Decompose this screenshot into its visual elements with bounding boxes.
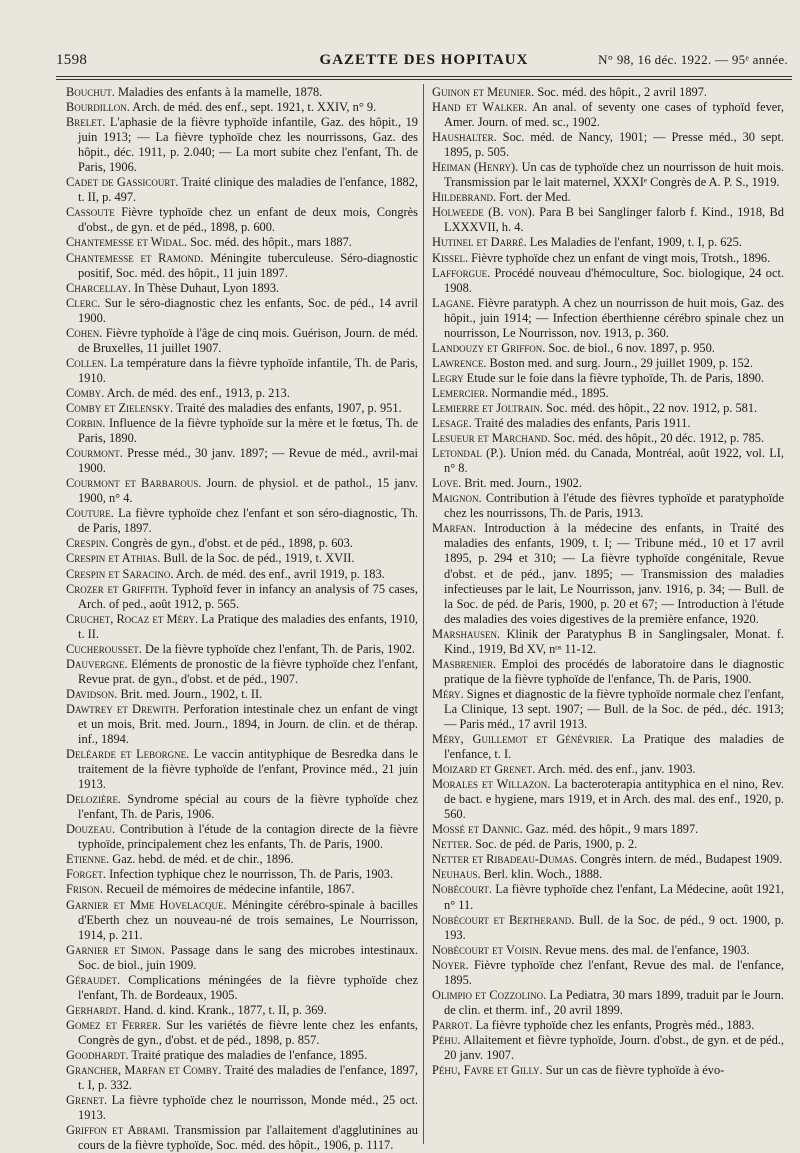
reference-text: Sur le séro-diagnostic chez les enfants, Soc. de péd., 14 avril 1900. — [78, 295, 418, 325]
reference-entry — [432, 341, 784, 356]
reference-author: Péhu, Favre et Gilly. — [432, 1063, 543, 1078]
reference-text: Méningite tuberculeuse. Séro-diagnostic positif, Soc. méd. des hôpit., 11 juin 1897. — [78, 250, 418, 280]
reference-entry — [66, 1123, 418, 1153]
reference-author: Goodhardt. — [66, 1048, 129, 1062]
reference-author: Bouchut. — [66, 85, 115, 99]
reference-author: Parrot. — [432, 1017, 473, 1032]
reference-text: Complications méningées de la fièvre typhoïde chez l'enfant, Th. de Bordeaux, 1905. — [78, 972, 418, 1002]
reference-author: Lemierre et Joltrain. — [432, 400, 543, 415]
reference-entry — [432, 100, 784, 130]
reference-author: Marshausen. — [432, 626, 501, 641]
reference-text: Contribution à l'étude de la contagion directe de la fièvre typhoïde, principalement chez les enfants, Th. de Paris, 1900. — [78, 822, 418, 852]
reference-text: In Thèse Duhaut, Lyon 1893. — [131, 280, 280, 295]
reference-author: Hutinel et Darré. — [432, 235, 527, 250]
reference-author: Heiman (Henry). — [432, 160, 519, 175]
reference-text: Allaitement et fièvre typhoïde, Journ. d'obst., de gyn. et de péd., 20 janv. 1907. — [444, 1032, 784, 1062]
reference-entry — [66, 401, 418, 416]
reference-text: La fièvre typhoïde chez le nourrisson, Monde méd., 25 oct. 1913. — [78, 1093, 418, 1123]
reference-entry — [432, 296, 784, 341]
reference-entry — [66, 943, 418, 973]
reference-author: Péhu. — [432, 1032, 461, 1047]
reference-entry — [66, 235, 418, 250]
reference-text: Influence de la fièvre typhoïde sur la mère et le fœtus, Th. de Paris, 1890. — [78, 416, 418, 446]
reference-text: Passage dans le sang des microbes intestinaux. Soc. de biol., juin 1909. — [78, 942, 418, 972]
reference-entry — [66, 702, 418, 747]
reference-entry — [66, 657, 418, 687]
reference-author: Chantemesse et Ramond. — [66, 250, 204, 265]
reference-author: Griffon et Abrami. — [66, 1123, 170, 1138]
reference-text: Soc. méd. des hôpit., 20 déc. 1912, p. 785. — [550, 431, 765, 446]
reference-entry — [66, 205, 418, 235]
reference-author: Grenet. — [66, 1093, 108, 1108]
reference-entry — [432, 190, 784, 205]
reference-text: Traité des maladies des enfants, 1907, p. 951. — [173, 400, 402, 415]
reference-entry — [66, 567, 418, 582]
reference-entry — [432, 235, 784, 250]
reference-entry — [66, 642, 418, 657]
reference-entry — [432, 491, 784, 521]
reference-entry — [432, 371, 784, 386]
reference-text: La Pratique des maladies de l'enfance, t. I. — [444, 732, 784, 762]
journal-title: GAZETTE DES HOPITAUX — [319, 52, 529, 68]
reference-text: Fièvre typhoïde chez un enfant de vingt mois, Trotsh., 1896. — [468, 250, 771, 265]
reference-entry — [66, 973, 418, 1003]
reference-entry — [432, 205, 784, 235]
reference-author: Grancher, Marfan et Comby. — [66, 1063, 222, 1078]
reference-entry — [66, 1018, 418, 1048]
reference-entry — [432, 446, 784, 476]
reference-author: Legry — [432, 370, 464, 385]
reference-author: Crozer et Griffith. — [66, 581, 169, 596]
reference-author: Delozière. — [66, 792, 122, 807]
reference-text: Fièvre typhoïde chez l'enfant, Revue des mal. de l'enfance, 1895. — [444, 957, 784, 987]
reference-text: La Pratique des maladies des enfants, 1910, t. II. — [78, 611, 418, 641]
reference-author: Crespin et Saracino. — [66, 566, 174, 581]
reference-entry — [66, 281, 418, 296]
reference-author: Comby. — [66, 385, 105, 400]
reference-text: Maladies des enfants à la mamelle, 1878. — [114, 85, 323, 99]
reference-entry — [66, 175, 418, 205]
reference-text: De la fièvre typhoïde chez l'enfant, Th. de Paris, 1902. — [141, 641, 416, 656]
reference-author: Noyer. — [432, 957, 469, 972]
reference-text: Congrès de gyn., d'obst. et de péd., 1898, p. 603. — [108, 536, 353, 551]
reference-text: Revue mens. des mal. de l'enfance, 1903. — [541, 942, 750, 957]
reference-entry — [66, 100, 418, 115]
reference-text: Le vaccin antityphique de Besredka dans le traitement de la fièvre typhoïde de l'enfant, Province méd., 21 juin 1913. — [78, 747, 418, 792]
reference-text: Bull. de la Soc. de péd., 1919, t. XVII. — [160, 551, 355, 566]
reference-text: Sur les variétés de fièvre lente chez les enfants, Congrès de gyn., d'obst. et de péd., 1898, p. 857. — [78, 1017, 418, 1047]
page-header — [56, 52, 792, 72]
reference-author: Guinon et Meunier. — [432, 85, 535, 99]
reference-text: Traité pratique des maladies de l'enfance, 1895. — [128, 1048, 368, 1062]
reference-author: Géraudet. — [66, 972, 121, 987]
reference-text: La Pediatra, 30 mars 1899, traduit par le Journ. de clin. et therm. inf., 20 avril 1899. — [444, 987, 784, 1017]
reference-author: Courmont et Barbarous. — [66, 476, 202, 491]
reference-author: Gerhardt. — [66, 1002, 121, 1017]
reference-author: Marfan. — [432, 521, 476, 536]
reference-entry — [66, 612, 418, 642]
reference-author: Olimpio et Cozzolino. — [432, 987, 547, 1002]
reference-entry — [432, 882, 784, 912]
reference-text: Soc. méd. des hôpit., mars 1887. — [187, 235, 352, 250]
reference-author: Kissel. — [432, 250, 469, 265]
reference-entry — [66, 476, 418, 506]
reference-author: Gomez et Ferrer. — [66, 1017, 161, 1032]
reference-entry — [432, 1033, 784, 1063]
reference-text: Fort. der Med. — [496, 190, 571, 205]
reference-entry — [432, 266, 784, 296]
reference-entry — [432, 401, 784, 416]
reference-entry — [432, 943, 784, 958]
reference-entry — [432, 1063, 784, 1078]
reference-text: Typhoïd fever in infancy an analysis of 75 cases, Arch. of ped., août 1912, p. 565. — [78, 581, 418, 611]
reference-author: Méry. — [432, 686, 464, 701]
reference-text: Recueil de mémoires de médecine infantile, 1867. — [103, 882, 355, 897]
reference-text: La température dans la fièvre typhoïde infantile, Th. de Paris, 1910. — [78, 355, 418, 385]
reference-author: Frison. — [66, 882, 103, 897]
reference-text: Fièvre paratyph. A chez un nourrisson de huit mois, Gaz. des hôpit., juin 1914; — Infection éberthienne cérébro spinale chez un nourrisson, Le Nourrisson, nov. 1913, p. 360. — [444, 295, 784, 340]
reference-entry — [432, 657, 784, 687]
reference-entry — [66, 1003, 418, 1018]
reference-entry — [432, 913, 784, 943]
reference-text: Procédé nouveau d'hémoculture, Soc. biologique, 24 oct. 1908. — [444, 265, 784, 295]
reference-text: Arch. de méd. des enf., avril 1919, p. 183. — [173, 566, 385, 581]
reference-entry — [66, 356, 418, 386]
reference-entry — [432, 627, 784, 657]
reference-entry — [432, 687, 784, 732]
header-rule-double — [56, 79, 792, 80]
reference-author: Hand et Walker. — [432, 100, 528, 115]
reference-text: Soc. de péd. de Paris, 1900, p. 2. — [472, 837, 638, 852]
column-divider — [423, 84, 424, 1144]
reference-entry — [432, 867, 784, 882]
reference-author: Dauvergne. — [66, 656, 128, 671]
reference-text: Traité des maladies des enfants, Paris 1911. — [471, 416, 691, 431]
reference-entry — [66, 536, 418, 551]
reference-text: Perforation intestinale chez un enfant de vingt et un mois, Brit. med. Journ., 1894, in Journ. de clin. et de thérap. inf., 1894. — [78, 701, 418, 747]
reference-entry — [432, 476, 784, 491]
reference-text: Normandie méd., 1895. — [488, 385, 609, 400]
reference-author: Nobécourt et Voisin. — [432, 942, 542, 957]
reference-entry — [66, 822, 418, 852]
reference-text: Contribution à l'étude des fièvres typhoïde et paratyphoïde chez les nourrissons, Th. de Paris, 1913. — [444, 491, 784, 521]
reference-text: Bull. de la Soc. de péd., 9 oct. 1900, p. 193. — [444, 912, 784, 942]
reference-author: Haushalter. — [432, 130, 497, 145]
reference-text: Soc. méd. des hôpit., 2 avril 1897. — [534, 85, 708, 99]
reference-text: Hand. d. kind. Krank., 1877, t. II, p. 369. — [120, 1002, 327, 1017]
reference-entry — [432, 1018, 784, 1033]
reference-entry — [66, 747, 418, 792]
reference-text: Berl. klin. Woch., 1888. — [480, 867, 603, 882]
reference-text: Para B bei Sanglinger falorb f. Kind., 1918, Bd LXXXVII, h. 4. — [444, 205, 785, 235]
reference-entry — [66, 882, 418, 897]
reference-author: Etienne. — [66, 852, 110, 867]
reference-author: Deléarde et Leborgne. — [66, 747, 190, 762]
reference-entry — [66, 446, 418, 476]
reference-text: Soc. de biol., 6 nov. 1897, p. 950. — [545, 340, 715, 355]
reference-author: Bourdillon. — [66, 100, 130, 115]
reference-entry — [66, 1048, 418, 1063]
reference-entry — [432, 521, 784, 626]
reference-entry — [66, 792, 418, 822]
reference-text: Arch. de méd. des enf., sept. 1921, t. XXIV, n° 9. — [129, 100, 377, 115]
reference-author: Nobécourt. — [432, 882, 493, 897]
reference-author: Courmont. — [66, 446, 123, 461]
reference-author: Cucherousset. — [66, 641, 142, 656]
reference-text: Les Maladies de l'enfant, 1909, t. I, p. 625. — [526, 235, 742, 250]
reference-entry — [66, 551, 418, 566]
reference-text: Presse méd., 30 janv. 1897; — Revue de méd., avril-mai 1900. — [78, 446, 418, 476]
reference-entry — [66, 898, 418, 943]
reference-author: Lawrence. — [432, 355, 487, 370]
reference-text: Arch. méd. des enf., janv. 1903. — [535, 762, 696, 777]
reference-entry — [66, 326, 418, 356]
reference-author: Cohen. — [66, 325, 103, 340]
reference-author: Masbrenier. — [432, 656, 497, 671]
reference-author: Lesage. — [432, 416, 472, 431]
reference-entry — [432, 732, 784, 762]
reference-entry — [66, 1093, 418, 1123]
reference-entry — [66, 582, 418, 612]
reference-entry — [66, 506, 418, 536]
reference-text: Brit. med. Journ., 1902, t. II. — [117, 686, 263, 701]
bibliography-right-column — [432, 85, 784, 1078]
reference-entry — [432, 988, 784, 1018]
reference-text: Arch. de méd. des enf., 1913, p. 213. — [104, 385, 290, 400]
reference-author: Corbin. — [66, 416, 106, 431]
reference-text: Fièvre typhoïde à l'âge de cinq mois. Guérison, Journ. de méd. de Bruxelles, 11 juillet 1907. — [78, 325, 418, 355]
reference-text: L'aphasie de la fièvre typhoïde infantile, Gaz. des hôpit., 19 juin 1913; — La fièvre typhoïde chez les nourrissons, Gaz. des hôpit., déc. 1911, p. 2.040; — La mort subite chez l'enfant, Th. de Paris, 1906. — [78, 115, 418, 175]
reference-author: Lemercier. — [432, 385, 489, 400]
reference-text: Transmission par l'allaitement d'agglutinines au cours de la fièvre typhoïde, Soc. méd. des hôpit., 1906, p. 1117. — [78, 1123, 419, 1153]
reference-entry — [66, 386, 418, 401]
reference-entry — [432, 251, 784, 266]
reference-author: Cadet de Gassicourt. — [66, 175, 179, 190]
reference-author: Morales et Willazon. — [432, 777, 551, 792]
reference-text: Un cas de typhoïde chez un nourrisson de huit mois. Transmission par le lait maternel, XXXIᵉ Congrès de A. P. S., 1919. — [444, 160, 784, 190]
reference-author: Lafforgue. — [432, 265, 491, 280]
reference-text: Emploi des procédés de laboratoire dans le diagnostic pratique de la fièvre typhoïde de l'enfance, Th. de Paris, 1900. — [444, 656, 784, 686]
reference-text: Union méd. du Canada, Montréal, août 1922, vol. LI, n° 8. — [444, 446, 784, 476]
reference-author: Netter. — [432, 837, 473, 852]
reference-author: Lagane. — [432, 295, 475, 310]
reference-author: Davidson. — [66, 686, 118, 701]
reference-entry — [432, 386, 784, 401]
bibliography-left-column — [66, 85, 418, 1153]
reference-text: Journ. de physiol. et de pathol., 15 janv. 1900, n° 4. — [78, 476, 418, 506]
reference-author: Méry, Guillemot et Génévrier. — [432, 732, 613, 747]
reference-text: Syndrome spécial au cours de la fièvre typhoïde chez l'enfant, Th. de Paris, 1906. — [78, 792, 418, 822]
reference-author: Neuhaus. — [432, 867, 481, 882]
reference-entry — [66, 1063, 418, 1093]
reference-text: Sur un cas de fièvre typhoïde à évo- — [542, 1063, 725, 1078]
reference-text: Boston med. and surg. Journ., 29 juillet 1909, p. 152. — [486, 355, 753, 370]
reference-author: Chantemesse et Widal. — [66, 235, 188, 250]
reference-author: Nobécourt et Bertherand. — [432, 912, 575, 927]
reference-entry — [432, 762, 784, 777]
reference-text: Etude sur le foie dans la fièvre typhoïde, Th. de Paris, 1890. — [463, 370, 765, 385]
reference-text: Méningite cérébro-spinale à bacilles d'Eberth chez un nouveau-né de trois semaines, Le Nourrisson, 1914, p. 211. — [78, 897, 419, 942]
reference-author: Dawtrey et Drewith. — [66, 701, 180, 716]
reference-author: Lesueur et Marchand. — [432, 431, 551, 446]
reference-entry — [66, 867, 418, 882]
reference-author: Couture. — [66, 506, 114, 521]
reference-text: Infection typhique chez le nourrisson, Th. de Paris, 1903. — [106, 867, 394, 882]
reference-entry — [66, 687, 418, 702]
reference-author: Crespin. — [66, 536, 109, 551]
reference-entry — [66, 85, 418, 100]
reference-text: La fièvre typhoïde chez les enfants, Progrès méd., 1883. — [472, 1017, 755, 1032]
reference-entry — [432, 130, 784, 160]
reference-author: Netter et Ribadeau-Dumas. — [432, 852, 578, 867]
reference-entry — [432, 852, 784, 867]
reference-entry — [432, 431, 784, 446]
reference-author: Collen. — [66, 355, 107, 370]
reference-entry — [432, 356, 784, 371]
reference-entry — [432, 416, 784, 431]
reference-text: La fièvre typhoïde chez l'enfant et son séro-diagnostic, Th. de Paris, 1897. — [78, 506, 418, 536]
reference-author: Forget. — [66, 867, 106, 882]
reference-text: Fièvre typhoïde chez un enfant de deux mois, Congrès d'obst., de gyn. et de péd., 1898, p. 600. — [78, 205, 418, 235]
reference-author: Garnier et Simon. — [66, 942, 165, 957]
reference-text: Klinik der Paratyphus B in Sanglingsaler, Monat. f. Kind., 1919, Bd XV, nᵒˢ 11-12. — [444, 626, 784, 656]
reference-entry — [66, 416, 418, 446]
reference-text: Gaz. méd. des hôpit., 9 mars 1897. — [522, 822, 699, 837]
reference-text: Eléments de pronostic de la fièvre typhoïde chez l'enfant, Revue prat. de gyn., d'obst. et de péd., 1907. — [78, 656, 418, 686]
reference-text: Soc. méd. des hôpit., 22 nov. 1912, p. 581. — [542, 400, 758, 415]
reference-author: Garnier et Mme Hovelacque. — [66, 897, 227, 912]
reference-entry — [432, 837, 784, 852]
reference-author: Cruchet, Rocaz et Méry. — [66, 611, 199, 626]
reference-entry — [66, 852, 418, 867]
reference-author: Crespin et Athias. — [66, 551, 161, 566]
reference-author: Maignon. — [432, 491, 482, 506]
reference-text: Signes et diagnostic de la fièvre typhoïde normale chez l'enfant, La Clinique, 13 sept. 1907; — Bull. de la Soc. de péd., déc. 1913; — Paris méd., 17 avril 1913. — [444, 686, 784, 731]
reference-entry — [66, 115, 418, 175]
reference-entry — [432, 160, 784, 190]
page-number: 1598 — [56, 52, 88, 68]
reference-text: La bacteroterapia antityphica en el nino, Rev. de bact. e hygiene, mars 1919, et in Arch. des mal. des enf., 1920, p. 560. — [444, 777, 784, 822]
reference-text: Traité des maladies de l'enfance, 1897, t. I, p. 332. — [78, 1063, 418, 1093]
issue-info: N° 98, 16 déc. 1922. — 95ᵉ année. — [598, 52, 788, 67]
reference-entry — [432, 85, 784, 100]
reference-author: Cassoute — [66, 205, 115, 220]
reference-author: Holweede (B. von). — [432, 205, 535, 220]
reference-author: Brelet. — [66, 115, 106, 130]
reference-text: La fièvre typhoïde chez l'enfant, La Médecine, août 1921, n° 11. — [444, 882, 784, 912]
reference-author: Love. — [432, 476, 462, 491]
reference-entry — [432, 822, 784, 837]
reference-entry — [432, 777, 784, 822]
reference-text: Soc. méd. de Nancy, 1901; — Presse méd., 30 sept. 1895, p. 505. — [444, 130, 784, 160]
reference-text: Congrès intern. de méd., Budapest 1909. — [577, 852, 783, 867]
reference-author: Mossé et Dannic. — [432, 822, 523, 837]
reference-entry — [66, 296, 418, 326]
reference-author: Clerc. — [66, 295, 101, 310]
reference-author: Comby et Zielensky. — [66, 400, 174, 415]
reference-text: Introduction à la médecine des enfants, in Traité des maladies des enfants, 1909, t. I; — Tribune méd., 10 et 17 avril 1895, p. 294 et 310; — La fièvre typhoïde congénitale, Revue d'obst. et de péd., janv. 1895; — Transmission des maladies infectieuses par le lait, Le Nourrisson, janv. 1916, p. 34; — Bull. de la Soc. de péd. de Paris, 1900, p. 20 et 67; — Introduction à l'étude des maladies des voies digestives de la première enfance, 1920. — [444, 521, 784, 626]
reference-text: Traité clinique des maladies de l'enfance, 1882, t. II, p. 497. — [78, 175, 418, 205]
reference-author: Hildebrand. — [432, 190, 497, 205]
reference-author: Charcellay. — [66, 280, 132, 295]
header-rule — [56, 76, 792, 77]
reference-entry — [432, 958, 784, 988]
reference-author: Moizard et Grenet. — [432, 762, 536, 777]
reference-text: Gaz. hebd. de méd. et de chir., 1896. — [109, 852, 294, 867]
reference-text: Brit. med. Journ., 1902. — [461, 476, 582, 491]
reference-author: Landouzy et Griffon. — [432, 340, 546, 355]
reference-entry — [66, 251, 418, 281]
reference-text: An anal. of seventy one cases of typhoïd fever, Amer. Journ. of med. sc., 1902. — [444, 100, 785, 130]
reference-author: Douzeau. — [66, 822, 116, 837]
reference-author: Letondal (P.). — [432, 446, 507, 461]
